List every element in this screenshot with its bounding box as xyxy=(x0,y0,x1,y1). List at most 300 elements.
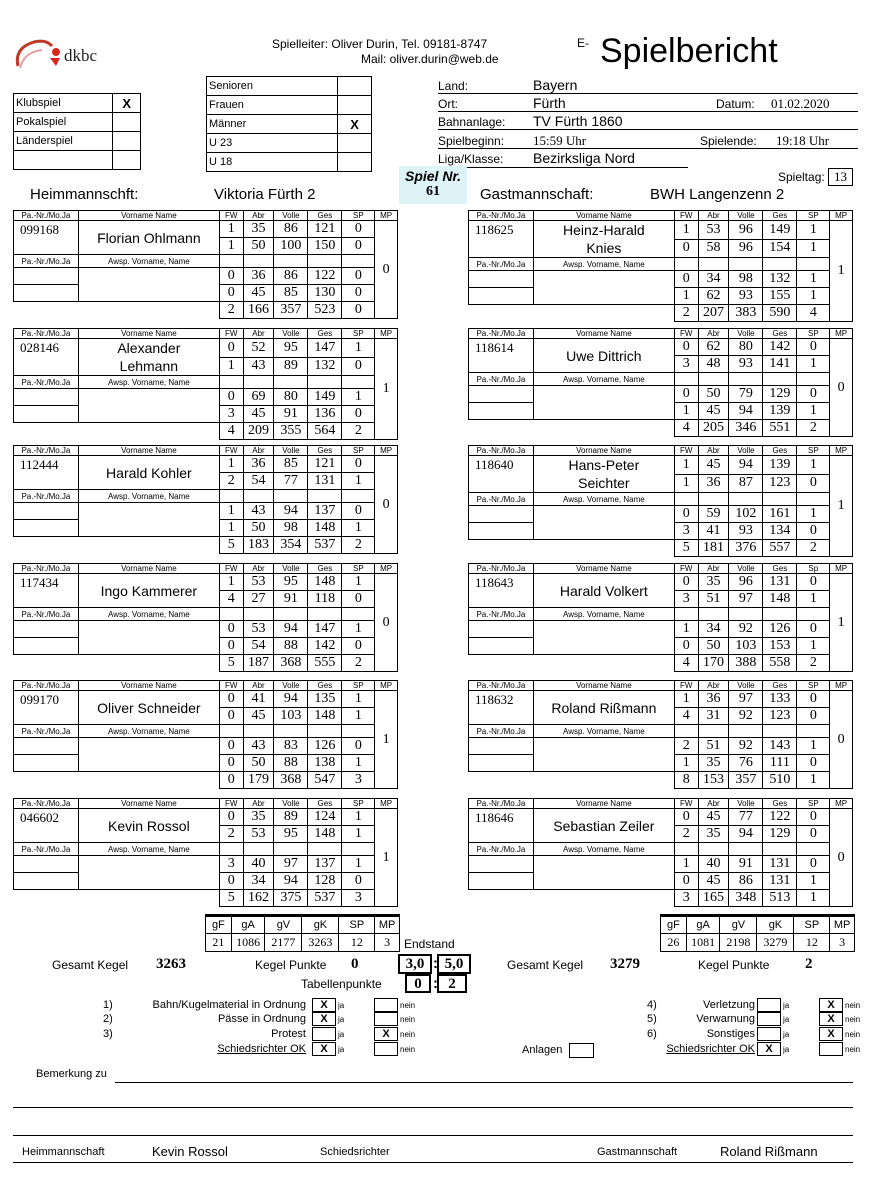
col-pa-header: Pa.-Nr./Mo.Ja xyxy=(14,211,79,221)
match-type-mark[interactable] xyxy=(113,151,141,170)
col-awsp-header: Awsp. Vorname, Name xyxy=(78,608,219,621)
empty-cell xyxy=(14,302,220,319)
cell-fw: 0 xyxy=(219,268,243,285)
cell-ges: 121 xyxy=(308,221,342,238)
cell-volle: 80 xyxy=(729,339,763,356)
awsp-pass-cell xyxy=(14,406,79,423)
total-row xyxy=(14,655,398,672)
cell-volle: 103 xyxy=(729,638,763,655)
cell-volle: 93 xyxy=(729,356,763,373)
empty-cell xyxy=(274,843,308,856)
empty-cell xyxy=(274,376,308,389)
check-ja-box[interactable]: X xyxy=(757,1042,781,1056)
cell-volle: 85 xyxy=(274,456,308,473)
cell-sp: 1 xyxy=(342,691,375,708)
cell-volle: 96 xyxy=(729,221,763,240)
cell-ges: 139 xyxy=(763,403,797,420)
col-volle-header: Volle xyxy=(274,211,308,221)
cell-sp: 1 xyxy=(342,574,375,591)
empty-cell xyxy=(698,493,729,506)
check-ja-box[interactable] xyxy=(757,1012,781,1026)
awsp-pass-cell xyxy=(469,856,534,873)
cell-fw: 1 xyxy=(219,503,243,520)
totals-label-row xyxy=(661,916,855,934)
cell-abr: 34 xyxy=(243,873,274,890)
totals-value-row xyxy=(661,934,855,952)
check-nein-label: nein xyxy=(845,1001,861,1010)
cell-fw: 3 xyxy=(674,591,698,608)
cell-sp: 0 xyxy=(342,503,375,520)
check-nein-box[interactable] xyxy=(374,998,398,1012)
cell-volle: 95 xyxy=(274,339,308,358)
player-name-line1: Florian Ohlmann xyxy=(97,229,201,246)
cell-abr: 43 xyxy=(243,738,274,755)
awsp-header-row xyxy=(14,608,398,621)
check-nein-label: nein xyxy=(400,1030,416,1039)
cell-abr: 27 xyxy=(243,591,274,608)
empty-cell xyxy=(342,490,375,503)
class-mark[interactable] xyxy=(338,134,372,153)
empty-cell xyxy=(763,258,797,271)
home-player-block xyxy=(13,798,398,907)
cell-volle: 98 xyxy=(729,271,763,288)
cell-sp: 0 xyxy=(797,523,830,540)
empty-cell xyxy=(469,540,675,557)
totals-value: 2198 xyxy=(720,934,757,952)
col-mp-header: MP xyxy=(375,446,398,456)
awsp-pass-cell xyxy=(469,638,534,655)
empty-cell xyxy=(14,890,220,907)
check-nein-box[interactable]: X xyxy=(374,1027,398,1041)
cell-sp: 0 xyxy=(342,221,375,238)
guest-kp-label: Kegel Punkte xyxy=(698,958,770,972)
player-name xyxy=(78,221,219,255)
cell-abr: 51 xyxy=(698,738,729,755)
player-pass-number: 046602 xyxy=(14,809,79,843)
column-header-row xyxy=(14,446,398,456)
check-ja-box[interactable] xyxy=(757,998,781,1012)
col-sp-header: SP xyxy=(342,446,375,456)
cell-ges: 147 xyxy=(308,621,342,638)
player-mp: 0 xyxy=(830,809,853,907)
cell-volle: 388 xyxy=(729,655,763,672)
footer-heim-label: Heimmannschaft xyxy=(22,1146,105,1158)
cell-volle: 98 xyxy=(274,520,308,537)
score-row xyxy=(14,456,398,473)
col-pa-header: Pa.-Nr./Mo.Ja xyxy=(469,799,534,809)
col-sp-header: SP xyxy=(342,329,375,339)
spielnr-box xyxy=(399,166,467,204)
score-row xyxy=(469,691,853,708)
awsp-header-row xyxy=(14,255,398,268)
cell-abr: 52 xyxy=(243,339,274,358)
col-abr-header: Abr xyxy=(243,446,274,456)
bemerkung-line-3[interactable] xyxy=(13,1135,853,1136)
player-pass-number: 118632 xyxy=(469,691,534,725)
col-pa-header: Pa.-Nr./Mo.Ja xyxy=(14,376,79,389)
check-number: 5) xyxy=(647,1013,657,1025)
empty-cell xyxy=(308,490,342,503)
cell-sp: 3 xyxy=(342,890,375,907)
awsp-pass-cell xyxy=(14,638,79,655)
guest-player-block xyxy=(468,563,853,672)
match-type-mark[interactable]: X xyxy=(113,94,141,113)
cell-volle: 97 xyxy=(274,856,308,873)
empty-cell xyxy=(729,493,763,506)
total-row xyxy=(469,540,853,557)
cell-volle: 100 xyxy=(274,238,308,255)
awsp-name-cell xyxy=(78,389,219,423)
check-nein-box[interactable]: X xyxy=(819,1027,843,1041)
empty-cell xyxy=(219,490,243,503)
empty-cell xyxy=(698,258,729,271)
cell-fw: 1 xyxy=(219,520,243,537)
cell-ges: 121 xyxy=(308,456,342,473)
anlagen-box[interactable] xyxy=(569,1043,594,1058)
check-nein-label: nein xyxy=(400,1015,416,1024)
land-value: Bayern xyxy=(533,77,578,93)
cell-volle: 97 xyxy=(729,591,763,608)
cell-sp: 0 xyxy=(342,268,375,285)
cell-fw: 0 xyxy=(219,809,243,826)
cell-ges: 124 xyxy=(308,809,342,826)
check-ja-box[interactable]: X xyxy=(312,1012,336,1026)
cell-sp: 1 xyxy=(797,738,830,755)
cell-abr: 58 xyxy=(698,239,729,258)
col-fw-header: FW xyxy=(219,446,243,456)
check-ja-box[interactable]: X xyxy=(312,1042,336,1056)
col-vn-header: Vorname Name xyxy=(78,211,219,221)
empty-cell xyxy=(763,493,797,506)
col-abr-header: Abr xyxy=(243,329,274,339)
empty-cell xyxy=(308,255,342,268)
cell-abr: 181 xyxy=(698,540,729,557)
col-fw-header: FW xyxy=(219,681,243,691)
awsp-pass-cell xyxy=(14,755,79,772)
cell-sp: 2 xyxy=(342,655,375,672)
column-header-row xyxy=(469,564,853,574)
col-pa-header: Pa.-Nr./Mo.Ja xyxy=(469,681,534,691)
total-row xyxy=(469,890,853,907)
cell-ges: 142 xyxy=(308,638,342,655)
col-ges-header: Ges xyxy=(308,211,342,221)
cell-sp: 1 xyxy=(797,239,830,258)
guest-kp-value: 2 xyxy=(805,956,813,972)
awsp-name-cell xyxy=(78,621,219,655)
col-awsp-header: Awsp. Vorname, Name xyxy=(78,376,219,389)
score-row xyxy=(14,691,398,708)
cell-volle: 102 xyxy=(729,506,763,523)
empty-cell xyxy=(243,490,274,503)
liga-value: Bezirksliga Nord xyxy=(533,150,635,166)
col-abr-header: Abr xyxy=(698,329,729,339)
cell-volle: 79 xyxy=(729,386,763,403)
cell-ges: 523 xyxy=(308,302,342,319)
empty-cell xyxy=(729,725,763,738)
player-pass-number: 117434 xyxy=(14,574,79,608)
cell-fw: 3 xyxy=(674,356,698,373)
cell-ges: 155 xyxy=(763,288,797,305)
bemerkung-line-2[interactable] xyxy=(13,1107,853,1108)
cell-ges: 149 xyxy=(763,221,797,240)
check-ja-label: ja xyxy=(338,1030,345,1039)
awsp-pass-cell xyxy=(14,856,79,873)
col-pa-header: Pa.-Nr./Mo.Ja xyxy=(14,255,79,268)
ende-label: Spielende: xyxy=(700,134,757,148)
col-volle-header: Volle xyxy=(729,446,763,456)
column-header-row xyxy=(14,799,398,809)
cell-ges: 148 xyxy=(308,520,342,537)
cell-volle: 92 xyxy=(729,621,763,638)
awsp-name-cell xyxy=(78,268,219,302)
player-name xyxy=(78,456,219,490)
class-row xyxy=(207,96,372,115)
col-ges-header: Ges xyxy=(308,799,342,809)
cell-abr: 50 xyxy=(698,386,729,403)
check-label: Verwarnung xyxy=(696,1013,755,1025)
cell-volle: 94 xyxy=(274,873,308,890)
check-nein-box[interactable]: X xyxy=(819,1012,843,1026)
player-mp: 0 xyxy=(375,574,398,672)
col-mp-header: MP xyxy=(830,211,853,221)
datum-value: 01.02.2020 xyxy=(771,96,830,111)
match-type-row xyxy=(14,132,141,151)
cell-fw: 0 xyxy=(219,708,243,725)
cell-abr: 43 xyxy=(243,503,274,520)
empty-cell xyxy=(342,725,375,738)
column-header-row xyxy=(14,211,398,221)
check-number: 6) xyxy=(647,1028,657,1040)
class-row xyxy=(207,115,372,134)
check-ja-box[interactable]: X xyxy=(312,998,336,1012)
check-ja-box[interactable] xyxy=(757,1027,781,1041)
player-name xyxy=(533,691,674,725)
cell-abr: 183 xyxy=(243,537,274,554)
liga-label: Liga/Klasse: xyxy=(438,152,504,166)
empty-cell xyxy=(469,655,675,672)
col-volle-header: Volle xyxy=(274,799,308,809)
class-label: Frauen xyxy=(207,96,338,115)
guest-player-block xyxy=(468,798,853,907)
cell-sp: 4 xyxy=(797,305,830,322)
cell-abr: 35 xyxy=(698,574,729,591)
cell-volle: 91 xyxy=(274,406,308,423)
class-mark[interactable] xyxy=(338,96,372,115)
cell-fw: 0 xyxy=(219,873,243,890)
score-row xyxy=(469,506,853,523)
empty-cell xyxy=(729,843,763,856)
cell-ges: 510 xyxy=(763,772,797,789)
col-awsp-header: Awsp. Vorname, Name xyxy=(533,373,674,386)
cell-fw: 1 xyxy=(674,691,698,708)
ort-label: Ort: xyxy=(438,97,458,111)
col-pa-header: Pa.-Nr./Mo.Ja xyxy=(469,446,534,456)
empty-cell xyxy=(763,373,797,386)
cell-abr: 54 xyxy=(243,638,274,655)
col-abr-header: Abr xyxy=(698,446,729,456)
player-mp: 1 xyxy=(375,691,398,789)
empty-cell xyxy=(219,376,243,389)
score-row xyxy=(469,856,853,873)
cell-sp: 0 xyxy=(342,285,375,302)
check-label: Bahn/Kugelmaterial in Ordnung xyxy=(152,999,306,1011)
player-pass-number: 028146 xyxy=(14,339,79,376)
dkbc-logo xyxy=(12,36,112,76)
empty-cell xyxy=(14,655,220,672)
match-type-label xyxy=(14,151,113,170)
match-type-mark[interactable] xyxy=(113,132,141,151)
cell-abr: 179 xyxy=(243,772,274,789)
cell-volle: 77 xyxy=(274,473,308,490)
cell-fw: 3 xyxy=(674,523,698,540)
spielnr-label: Spiel Nr. xyxy=(404,168,462,184)
empty-cell xyxy=(763,608,797,621)
check-ja-box[interactable] xyxy=(312,1027,336,1041)
cell-sp: 0 xyxy=(342,873,375,890)
check-label: Protest xyxy=(271,1028,306,1040)
totals-label: gA xyxy=(686,916,720,934)
cell-abr: 31 xyxy=(698,708,729,725)
col-pa-header: Pa.-Nr./Mo.Ja xyxy=(469,725,534,738)
empty-cell xyxy=(219,608,243,621)
check-nein-label: nein xyxy=(845,1015,861,1024)
tab-label: Tabellenpunkte xyxy=(301,977,382,991)
check-label: Pässe in Ordnung xyxy=(217,1013,306,1025)
cell-fw: 1 xyxy=(674,621,698,638)
awsp-pass-cell xyxy=(469,621,534,638)
check-label: Sonstiges xyxy=(706,1028,755,1040)
empty-cell xyxy=(729,258,763,271)
cell-sp: 0 xyxy=(797,826,830,843)
score-guest: 5,0 xyxy=(437,954,471,974)
cell-volle: 77 xyxy=(729,809,763,826)
awsp-name-cell xyxy=(78,503,219,537)
totals-value: 1081 xyxy=(686,934,720,952)
player-name xyxy=(78,809,219,843)
cell-fw: 0 xyxy=(219,339,243,358)
player-mp: 1 xyxy=(830,221,853,322)
col-mp-header: MP xyxy=(375,211,398,221)
cell-sp: 0 xyxy=(797,708,830,725)
player-name-line2: Seichter xyxy=(578,475,630,491)
cell-sp: 1 xyxy=(342,856,375,873)
cell-fw: 1 xyxy=(674,474,698,493)
empty-cell xyxy=(219,843,243,856)
cell-volle: 95 xyxy=(274,574,308,591)
cell-volle: 376 xyxy=(729,540,763,557)
cell-abr: 45 xyxy=(243,285,274,302)
check-nein-box[interactable] xyxy=(819,1042,843,1056)
score-row xyxy=(469,809,853,826)
cell-ges: 134 xyxy=(763,523,797,540)
match-type-label: Länderspiel xyxy=(14,132,113,151)
cell-volle: 383 xyxy=(729,305,763,322)
col-fw-header: FW xyxy=(674,681,698,691)
total-row xyxy=(14,302,398,319)
home-player-block xyxy=(13,563,398,672)
ort-value: Fürth xyxy=(533,95,566,111)
cell-fw: 2 xyxy=(219,473,243,490)
column-header-row xyxy=(14,329,398,339)
cell-volle: 86 xyxy=(274,221,308,238)
cell-ges: 558 xyxy=(763,655,797,672)
check-ja-label: ja xyxy=(338,1045,345,1054)
cell-abr: 62 xyxy=(698,339,729,356)
col-pa-header: Pa.-Nr./Mo.Ja xyxy=(469,493,534,506)
cell-ges: 131 xyxy=(763,873,797,890)
cell-ges: 138 xyxy=(308,755,342,772)
cell-ges: 135 xyxy=(308,691,342,708)
col-pa-header: Pa.-Nr./Mo.Ja xyxy=(469,258,534,271)
cell-sp: 0 xyxy=(342,738,375,755)
match-type-row xyxy=(14,113,141,132)
class-mark[interactable] xyxy=(338,153,372,172)
col-volle-header: Volle xyxy=(729,681,763,691)
empty-cell xyxy=(308,608,342,621)
home-kp-value: 0 xyxy=(351,956,359,972)
cell-ges: 118 xyxy=(308,591,342,608)
awsp-name-cell xyxy=(533,738,674,772)
cell-fw: 0 xyxy=(219,738,243,755)
player-pass-number: 118643 xyxy=(469,574,534,608)
cell-abr: 36 xyxy=(243,456,274,473)
cell-fw: 0 xyxy=(219,389,243,406)
cell-volle: 86 xyxy=(729,873,763,890)
awsp-header-row xyxy=(469,258,853,271)
cell-abr: 53 xyxy=(243,574,274,591)
check-nein-box[interactable] xyxy=(374,1012,398,1026)
cell-sp: 1 xyxy=(797,638,830,655)
col-mp-header: MP xyxy=(830,564,853,574)
player-name xyxy=(533,339,674,373)
check-nein-label: nein xyxy=(845,1045,861,1054)
cell-abr: 53 xyxy=(243,826,274,843)
class-mark[interactable] xyxy=(338,77,372,96)
cell-abr: 48 xyxy=(698,356,729,373)
cell-abr: 45 xyxy=(698,809,729,826)
column-header-row xyxy=(469,799,853,809)
awsp-header-row xyxy=(469,725,853,738)
col-volle-header: Volle xyxy=(729,329,763,339)
class-mark[interactable]: X xyxy=(338,115,372,134)
cell-abr: 165 xyxy=(698,890,729,907)
totals-label: gF xyxy=(661,916,687,934)
bemerkung-line-1[interactable] xyxy=(115,1082,853,1083)
check-nein-box[interactable]: X xyxy=(819,998,843,1012)
check-ja-label: ja xyxy=(783,1030,790,1039)
col-awsp-header: Awsp. Vorname, Name xyxy=(78,843,219,856)
cell-fw: 3 xyxy=(219,406,243,423)
cell-volle: 355 xyxy=(274,423,308,440)
awsp-pass-cell xyxy=(14,621,79,638)
spielnr-value: 61 xyxy=(426,184,440,199)
cell-abr: 35 xyxy=(698,826,729,843)
cell-abr: 40 xyxy=(698,856,729,873)
guest-totals xyxy=(660,914,855,952)
check-ja-label: ja xyxy=(338,1015,345,1024)
col-abr-header: Abr xyxy=(243,799,274,809)
check-nein-box[interactable] xyxy=(374,1042,398,1056)
cell-sp: 0 xyxy=(342,456,375,473)
match-type-mark[interactable] xyxy=(113,113,141,132)
beginn-label: Spielbeginn: xyxy=(438,134,505,148)
col-vn-header: Vorname Name xyxy=(533,799,674,809)
score-row xyxy=(14,268,398,285)
cell-abr: 50 xyxy=(698,638,729,655)
cell-volle: 94 xyxy=(729,456,763,475)
player-pass-number: 118640 xyxy=(469,456,534,493)
home-player-block xyxy=(13,445,398,554)
